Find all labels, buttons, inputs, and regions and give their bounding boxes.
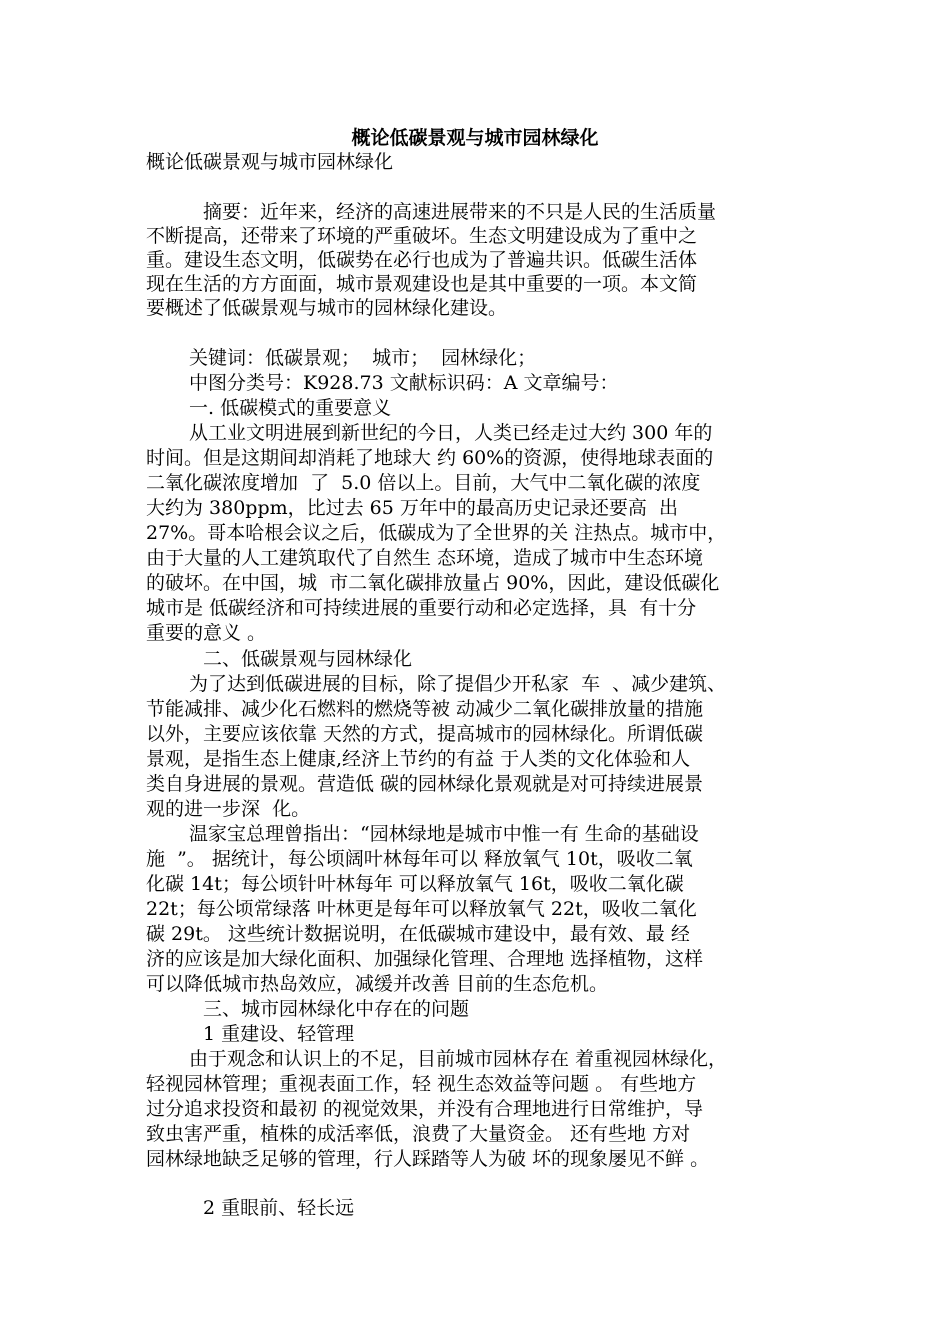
abstract-line: 摘要：近年来，经济的高速进展带来的不只是人民的生活质量: [203, 201, 717, 223]
document-title: 概论低碳景观与城市园林绿化: [351, 127, 599, 149]
paragraph-line: 观的进一步深 化。: [146, 798, 311, 820]
paragraph-line: 二氧化碳浓度增加 了 5.0 倍以上。目前，大气中二氧化碳的浓度: [146, 472, 701, 494]
paragraph-line: 碳 29t。 这些统计数据说明，在低碳城市建设中，最有效、最 经: [146, 923, 690, 945]
section-heading-1: 一. 低碳模式的重要意义: [189, 397, 392, 419]
abstract-line: 重。建设生态文明，低碳势在必行也成为了普遍共识。低碳生活体: [146, 249, 698, 271]
paragraph-line: 时间。但是这期间却消耗了地球大 约 60%的资源，使得地球表面的: [146, 447, 714, 469]
paragraph-line: 园林绿地缺乏足够的管理，行人踩踏等人为破 坏的现象屡见不鲜 。: [146, 1148, 710, 1170]
paragraph-line: 致虫害严重，植株的成活率低，浪费了大量资金。 还有些地 方对: [146, 1123, 691, 1145]
classification-line: 中图分类号：K928.73 文献标识码：A 文章编号：: [189, 372, 619, 394]
paragraph-line: 可以降低城市热岛效应，减缓并改善 目前的生态危机。: [146, 973, 609, 995]
paragraph-line: 节能减排、减少化石燃料的燃烧等被 动减少二氧化碳排放量的措施: [146, 698, 704, 720]
paragraph-line: 22t；每公顷常绿落 叶林更是每年可以释放氧气 22t，吸收二氧化: [146, 898, 697, 920]
paragraph-line: 重要的意义 。: [146, 622, 267, 644]
document-subtitle: 概论低碳景观与城市园林绿化: [146, 151, 394, 173]
subsection-heading-1: 1 重建设、轻管理: [203, 1023, 355, 1045]
keywords-line: 关键词：低碳景观； 城市； 园林绿化；: [189, 347, 537, 369]
paragraph-line: 城市是 低碳经济和可持续进展的重要行动和必定选择，具 有十分: [146, 597, 697, 619]
subsection-heading-2: 2 重眼前、轻长远: [203, 1197, 355, 1219]
section-heading-2: 二、低碳景观与园林绿化: [203, 648, 413, 670]
paragraph-line: 为了达到低碳进展的目标，除了提倡少开私家 车 、减少建筑、: [189, 673, 727, 695]
paragraph-line: 温家宝总理曾指出：“园林绿地是城市中惟一有 生命的基础设: [189, 823, 699, 845]
section-heading-3: 三、城市园林绿化中存在的问题: [203, 998, 470, 1020]
paragraph-line: 类自身进展的景观。营造低 碳的园林绿化景观就是对可持续进展景: [146, 773, 704, 795]
paragraph-line: 以外，主要应该依靠 天然的方式，提高城市的园林绿化。所谓低碳: [146, 723, 704, 745]
paragraph-line: 由于观念和认识上的不足，目前城市园林存在 着重视园林绿化，: [189, 1048, 728, 1070]
paragraph-line: 施 ”。 据统计，每公顷阔叶林每年可以 释放氧气 10t，吸收二氧: [146, 848, 693, 870]
paragraph-line: 大约为 380ppm，比过去 65 万年中的最高历史记录还要高 出: [146, 497, 678, 519]
abstract-line: 要概述了低碳景观与城市的园林绿化建设。: [146, 297, 508, 319]
paragraph-line: 的破坏。在中国，城 市二氧化碳排放量占 90%，因此，建设低碳化: [146, 572, 720, 594]
abstract-line: 现在生活的方方面面，城市景观建设也是其中重要的一项。本文简: [146, 273, 698, 295]
paragraph-line: 化碳 14t；每公顷针叶林每年 可以释放氧气 16t，吸收二氧化碳: [146, 873, 684, 895]
paragraph-line: 由于大量的人工建筑取代了自然生 态环境，造成了城市中生态环境: [146, 547, 704, 569]
abstract-line: 不断提高，还带来了环境的严重破坏。生态文明建设成为了重中之: [146, 225, 698, 247]
paragraph-line: 从工业文明进展到新世纪的今日，人类已经走过大约 300 年的: [189, 422, 713, 444]
paragraph-line: 27%。哥本哈根会议之后，低碳成为了全世界的关 注热点。城市中，: [146, 522, 727, 544]
paragraph-line: 过分追求投资和最初 的视觉效果，并没有合理地进行日常维护，导: [146, 1098, 704, 1120]
paragraph-line: 景观，是指生态上健康,经济上节约的有益 于人类的文化体验和人: [146, 748, 691, 770]
paragraph-line: 济的应该是加大绿化面积、加强绿化管理、合理地 选择植物，这样: [146, 948, 704, 970]
paragraph-line: 轻视园林管理；重视表面工作，轻 视生态效益等问题 。 有些地方: [146, 1073, 697, 1095]
